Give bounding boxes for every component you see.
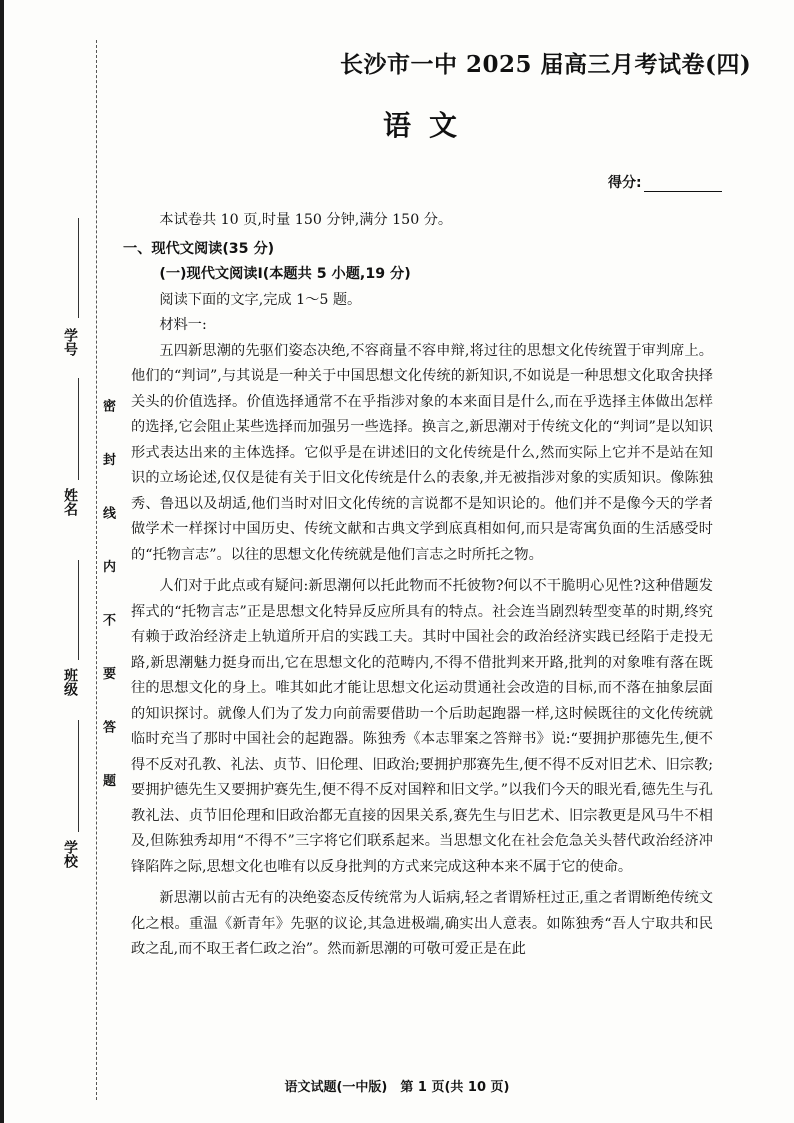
- score-label: 得分:: [608, 175, 642, 191]
- paragraph: 人们对于此点或有疑问:新思潮何以托此物而不托彼物?何以不干脆明心见性?这种借题发挥式的“托物言志”正是思想文化特异反应所具有的特点。社会连当剧烈转型变革的时期,终究有赖于政治经济走上轨道所开启的实践工夫。其时中国社会的政治经济实践已经陷于走投无路,新思潮魅力挺身而出,它在思想文化的范畴内,不得不借批判来开路,批判的对象唯有落在既往的思想文化的身上。唯其如此才能让思想文化运动贯通社会改造的目标,而不落在抽象层面的知识探讨。就像人们为了发力向前需要借助一个后助起跑器一样,这时候既往的文化传统就临时充当了那时中国社会的起跑器。陈独秀《本志罪案之答辩书》说:“要拥护那德先生,便不得不反对孔教、礼法、贞节、旧伦理、旧政治;要拥护那赛先生,便不得不反对旧艺术、旧宗教;要拥护德先生又要拥护赛先生,便不得不反对国粹和旧文学。”以我们今天的眼光看,德先生与孔教礼法、贞节旧伦理和旧政治都无直接的因果关系,赛先生与旧艺术、旧宗教更是风马牛不相及,但陈独秀却用“不得不”三字将它们联系起来。当思想文化在社会危急关头替代政治经济冲锋陷阵之际,思想文化也唯有以反身批判的方式来完成这种本来不属于它的使命。: [131, 578, 713, 875]
- subject-title: 语文: [383, 109, 476, 142]
- section-title: 一、现代文阅读(35 分): [123, 240, 275, 257]
- paragraph: 五四新思潮的先驱们姿态决绝,不容商量不容申辩,将过往的思想文化传统置于审判席上。他们的“判词”,与其说是一种关于中国思想文化传统的新知识,不如说是一种思想文化取舍抉择关头的价值选择。价值选择通常不在乎指涉对象的本来面目是什么,而在乎选择主体做出怎样的选择,它会阻止某些选择而加强另一些选择。换言之,新思潮对于传统文化的“判词”是以知识形式表达出来的主体选择。它似乎是在讲述旧的文化传统是什么,然而实际上它并不是站在知识的立场论述,仅仅是徒有关于旧文化传统是什么的表象,并无被指涉对象的实质知识。像陈独秀、鲁迅以及胡适,他们当时对旧文化传统的言说都不是知识论的。他们并不是像今天的学者做学术一样探讨中国历史、传统文献和古典文学到底真相如何,而只是寄寓负面的生活感受时的“托物言志”。以往的思想文化传统就是他们言志之时所托之物。: [131, 342, 713, 563]
- exam-intro: 本试卷共 10 页,时量 150 分钟,满分 150 分。: [159, 212, 453, 228]
- seal-dashed-line: [96, 40, 97, 1100]
- school-label: 学校: [62, 840, 78, 868]
- subsection-title: (一)现代文阅读Ⅰ(本题共 5 小题,19 分): [159, 266, 411, 282]
- instruction: 阅读下面的文字,完成 1～5 题。: [159, 291, 362, 308]
- page-footer: 语文试题(一中版) 第 1 页(共 10 页): [284, 1080, 510, 1095]
- exam-content: [123, 208, 713, 963]
- material-label: 材料一:: [159, 317, 207, 333]
- class-label: 班级: [62, 668, 78, 696]
- seal-warning-text: 密 封 线 内 不 要 答 题: [98, 395, 117, 809]
- name-blank[interactable]: [78, 378, 79, 480]
- name-label: 姓名: [62, 488, 78, 516]
- page-edge-shadow: [0, 0, 4, 1123]
- student-id-label: 学号: [62, 328, 78, 356]
- school-blank[interactable]: [78, 720, 79, 832]
- paragraph: 新思潮以前古无有的决绝姿态反传统常为人诟病,轻之者谓矫枉过正,重之者谓断绝传统文化之根。重温《新青年》先驱的议论,其急进极端,确实出人意表。如陈独秀“吾人宁取共和民政之乱,而不取王者仁政之治”。然而新思潮的可敬可爱正是在此: [131, 890, 713, 957]
- score-blank[interactable]: [644, 177, 722, 192]
- score-field: [608, 172, 722, 192]
- class-blank[interactable]: [78, 560, 79, 660]
- exam-title: 长沙市一中 2025 届高三月考试卷(四): [340, 51, 752, 78]
- student-id-blank[interactable]: [78, 218, 79, 318]
